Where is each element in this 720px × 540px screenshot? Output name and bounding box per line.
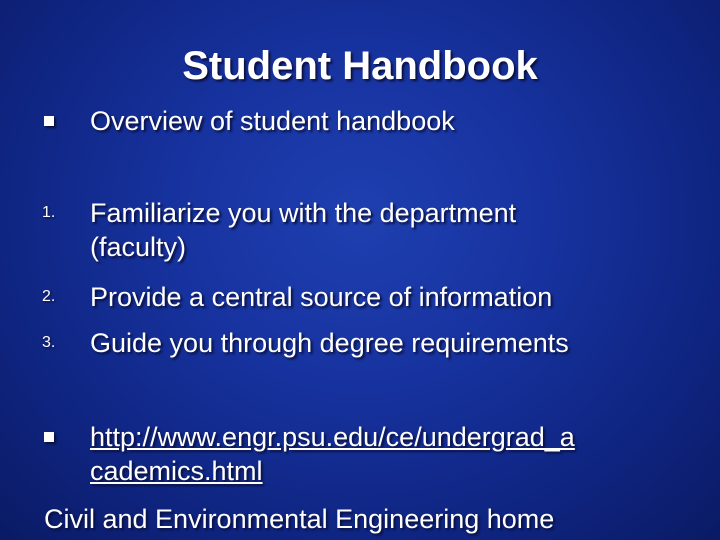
footer-caption: Civil and Environmental Engineering home bbox=[44, 504, 555, 534]
item-text-3: Guide you through degree requirements bbox=[90, 328, 569, 358]
item-number-2: 2. bbox=[42, 288, 56, 305]
bullet-link bbox=[0, 420, 720, 488]
overview-text: Overview of student handbook bbox=[90, 106, 455, 136]
item-number-3: 3. bbox=[42, 334, 56, 351]
department-link[interactable] bbox=[90, 420, 705, 488]
item-text-1: Familiarize you with the department (faculty) bbox=[90, 198, 517, 262]
numbered-item-3 bbox=[0, 326, 720, 360]
link-line-1: http://www.engr.psu.edu/ce/undergrad_a bbox=[90, 422, 575, 452]
square-bullet-icon bbox=[44, 116, 54, 126]
bullet-overview bbox=[0, 104, 720, 138]
link-line-2: cademics.html bbox=[90, 456, 263, 486]
item-text-2: Provide a central source of information bbox=[90, 282, 553, 312]
item-number-1: 1. bbox=[42, 204, 56, 221]
numbered-item-1 bbox=[0, 196, 720, 264]
slide-title: Student Handbook bbox=[182, 44, 538, 88]
square-bullet-icon bbox=[44, 432, 54, 442]
numbered-item-2 bbox=[0, 280, 720, 314]
